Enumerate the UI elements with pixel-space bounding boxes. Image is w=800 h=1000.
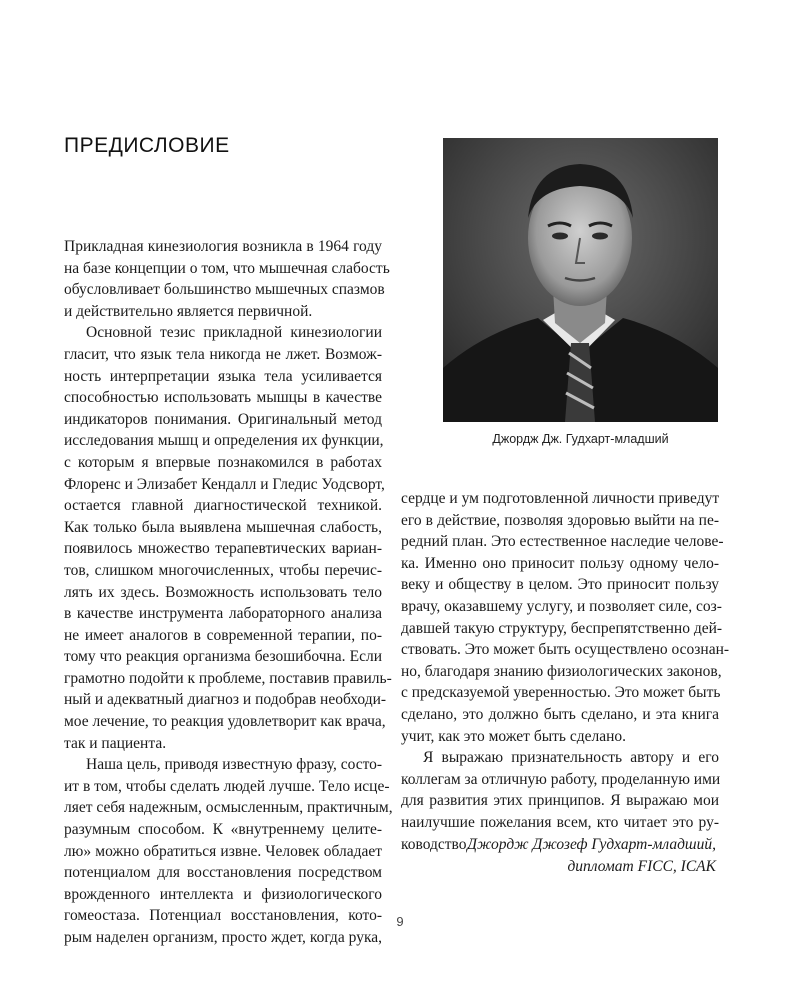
text-line: в качестве инструмента лабораторного анализа — [64, 605, 382, 623]
text-line: врожденного интеллекта и физиологического — [64, 885, 382, 903]
text-line: грамотно подойти к проблеме, поставив правиль- — [64, 669, 392, 687]
text-line: наилучшие пожелания всем, кто читает это ру- — [401, 813, 719, 831]
signature — [467, 834, 716, 878]
text-line: обусловливает большинство мышечных спазмов — [64, 281, 385, 299]
text-line: Как только была выявлена мышечная слабость, — [64, 518, 382, 536]
text-line: веку и обществу в целом. Это приносит пользу — [401, 576, 719, 594]
text-line: ит в том, чтобы сделать людей лучше. Тело исце- — [64, 777, 390, 795]
page-number: 9 — [396, 914, 404, 929]
text-line: не имеет аналогов в современной терапии, по- — [64, 626, 382, 644]
text-line: индикаторов понимания. Оригинальный метод — [64, 410, 382, 428]
text-column-left — [64, 236, 393, 949]
text-line: появилось множество терапевтических вариан- — [64, 540, 382, 558]
text-line: ный и адекватный диагноз и подобрав необходи- — [64, 691, 387, 709]
text-line: ствовать. Это может быть осуществлено осознан- — [401, 641, 730, 659]
text-line: сердце и ум подготовленной личности приведут — [401, 490, 720, 507]
text-line: но, благодаря знанию физиологических законов, — [401, 662, 722, 680]
text-line: остается главной диагностической техникой. — [64, 497, 382, 515]
text-line: гомеостаза. Потенциал восстановления, кото- — [64, 907, 382, 925]
text-line: тому что реакция организма безошибочна. Если — [64, 648, 382, 666]
text-line: потенциалом для восстановления посредством — [64, 864, 382, 882]
text-line: Я выражаю признательность автору и его — [423, 749, 719, 767]
page-title: ПРЕДИСЛОВИЕ — [64, 134, 230, 157]
text-line: коллегам за отличную работу, проделанную ими — [401, 770, 721, 788]
text-line: Основной тезис прикладной кинезиологии — [86, 324, 382, 342]
text-line: способностью использовать мышцы в качестве — [64, 389, 382, 407]
text-line: с предсказуемой уверенностью. Это может быть — [401, 684, 721, 702]
text-line: лю» можно обратиться извне. Человек обладает — [64, 842, 382, 860]
text-line: гласит, что язык тела никогда не лжет. Возмож- — [64, 345, 382, 363]
text-line: его в действие, позволяя здоровью выйти на пе- — [401, 511, 719, 529]
signature-name: Джордж Джозеф Гудхарт-младший, — [467, 836, 716, 853]
text-line: редний план. Это естественное наследие челове- — [401, 533, 724, 551]
text-line: ководство. — [401, 835, 471, 853]
text-line: так и пациента. — [64, 734, 167, 752]
text-line: и действительно является первичной. — [64, 302, 313, 320]
text-line: давшей такую структуру, беспрепятственно дей- — [401, 619, 723, 637]
text-line: врачу, оказавшему услугу, и позволяет силе, соз- — [401, 597, 722, 615]
author-photo — [443, 138, 718, 422]
text-line: сделано, это должно быть сделано, и эта книга — [401, 705, 719, 723]
text-line: ность интерпретации языка тела усиливается — [64, 367, 382, 385]
text-line: ка. Именно оно приносит пользу одному чело- — [401, 554, 719, 572]
text-line: рым наделен организм, просто ждет, когда рука, — [64, 929, 382, 946]
text-line: с которым я впервые познакомился в работах — [64, 453, 382, 471]
text-line: лять их здесь. Возможность использовать тело — [64, 583, 382, 601]
text-line: исследования мышц и определения их функции, — [64, 432, 384, 450]
text-column-right — [401, 488, 730, 855]
photo-caption: Джордж Дж. Гудхарт-младший — [492, 432, 669, 446]
text-line: Флоренс и Элизабет Кендалл и Гледис Уодсворт, — [64, 475, 385, 493]
text-line: для развития этих принципов. Я выражаю мои — [401, 792, 719, 810]
text-line: Наша цель, приводя известную фразу, состо- — [86, 756, 383, 774]
text-line: Прикладная кинезиология возникла в 1964 году — [64, 238, 382, 255]
text-line: ляет себя надежным, осмысленным, практичным, — [64, 799, 393, 817]
text-line: учит, как это может быть сделано. — [401, 727, 627, 745]
signature-title: дипломат FICC, ICAK — [567, 858, 716, 875]
text-line: на базе концепции о том, что мышечная слабость — [64, 259, 390, 277]
text-line: тов, слишком многочисленных, чтобы перечис- — [64, 561, 382, 579]
text-line: мое лечение, то реакция удовлетворит как врача, — [64, 713, 386, 731]
text-line: разумным способом. К «внутреннему целите- — [64, 821, 382, 839]
